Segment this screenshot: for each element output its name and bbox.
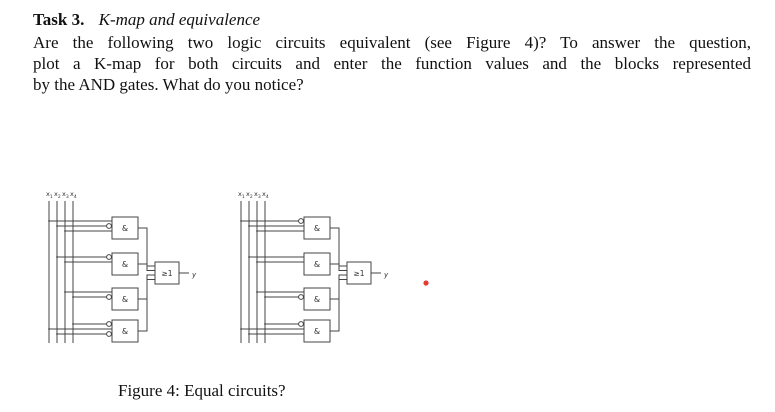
question-line-1: Are the following two logic circuits equivalent (see Figure 4)? To answer the question, [33,33,751,52]
or-gate-label: ≥1 [353,269,365,278]
input-label-x2: $x_2$ [54,190,61,200]
and-gate-label: & [313,224,321,233]
and-gate-label: & [313,327,321,336]
input-label-x1: $x_1$ [238,190,245,200]
figure-4-circuits [0,185,775,365]
and-gate-label: & [121,295,129,304]
figure-caption: Figure 4: Equal circuits? [118,381,286,400]
and-gate-label: & [313,260,321,269]
task-question [33,32,751,95]
and-gate-label: & [121,260,129,269]
input-label-x4: $x_4$ [262,190,269,200]
output-label-y: y [384,271,389,279]
circuit-left [46,190,197,343]
or-gate-label: ≥1 [161,269,173,278]
question-line-2: plot a K-map for both circuits and enter the function values and the blocks represented [33,54,751,73]
output-label-y: y [192,271,197,279]
input-label-x3: $x_3$ [254,190,261,200]
input-label-x3: $x_3$ [62,190,69,200]
and-gate-label: & [121,224,129,233]
input-label-x4: $x_4$ [70,190,77,200]
cursor-dot [423,280,428,285]
question-line-3: by the AND gates. What do you notice? [33,75,304,94]
task-number: Task 3. [33,10,85,29]
and-gate-label: & [313,295,321,304]
input-label-x1: $x_1$ [46,190,53,200]
input-label-x2: $x_2$ [246,190,253,200]
circuit-right [238,190,389,343]
task-heading [33,10,260,30]
task-title: K-map and equivalence [98,10,261,29]
and-gate-label: & [121,327,129,336]
